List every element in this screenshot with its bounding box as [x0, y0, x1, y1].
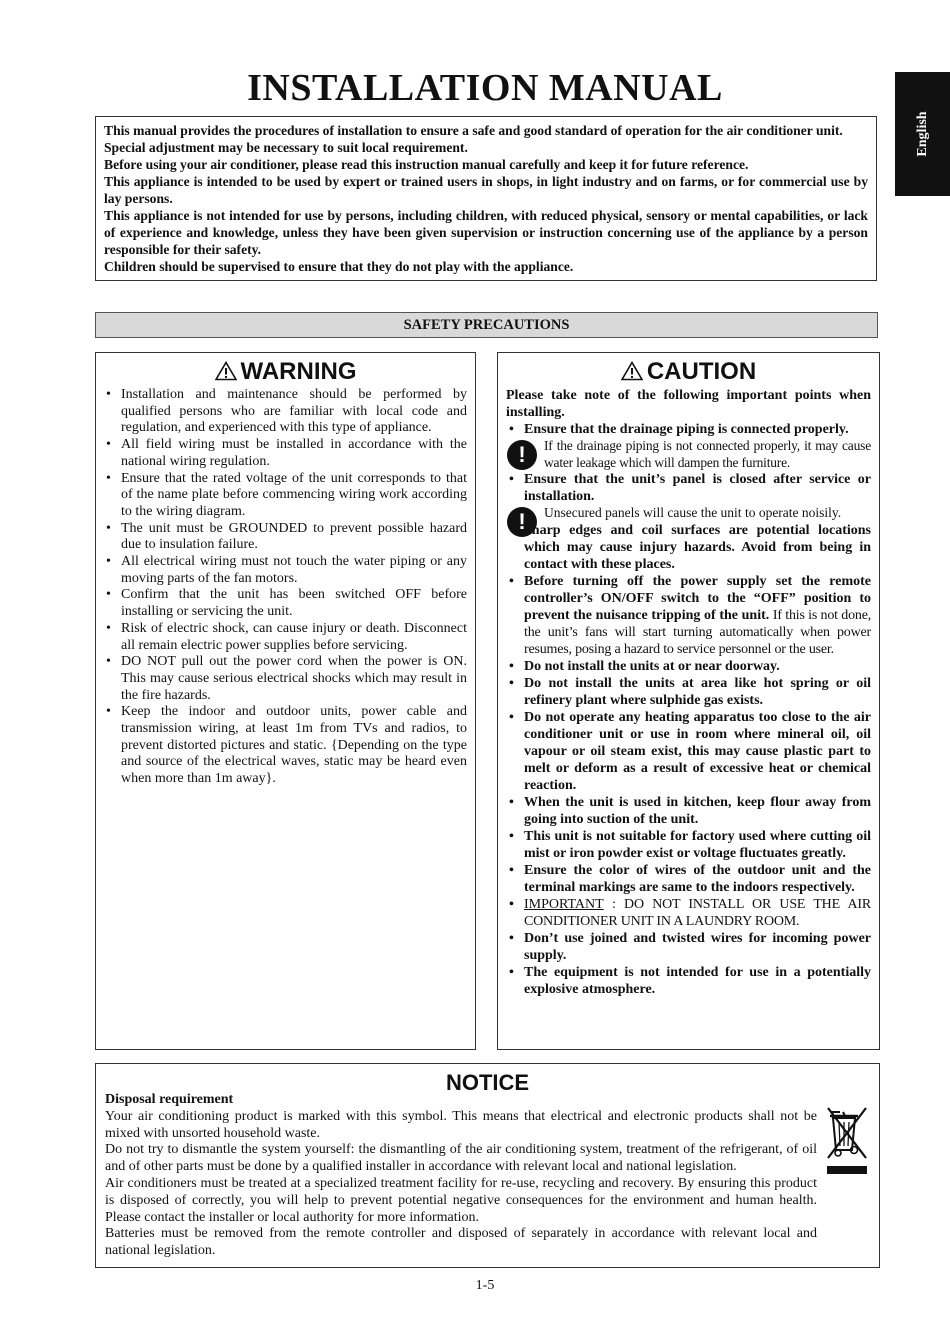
- caution-item-text: Before turning off the power supply set the remote controller’s ON/OFF switch to the “OFF” position to prevent the nuisance tripping of the unit.: [524, 573, 871, 623]
- caution-note: [506, 438, 871, 471]
- warning-heading: [96, 357, 475, 387]
- page-title: INSTALLATION MANUAL: [247, 67, 723, 109]
- language-tab: [895, 72, 950, 196]
- caution-item: [506, 421, 871, 438]
- intro-paragraph: Before using your air conditioner, please read this instruction manual carefully and keep it for future reference.: [104, 157, 749, 172]
- caution-note-text: If the drainage piping is not connected properly, it may cause water leakage which will dampen the furniture.: [544, 438, 871, 470]
- warning-box: [95, 352, 476, 1050]
- notice-title: NOTICE: [445, 1070, 530, 1095]
- caution-title: CAUTION: [646, 358, 757, 385]
- caution-list: [506, 421, 871, 998]
- warning-item: • The unit must be GROUNDED to prevent possible hazard due to insulation failure.: [103, 521, 467, 554]
- notice-paragraph: Batteries must be removed from the remote controller and disposed of separately in accordance with relevant local and national legislation.: [105, 1226, 817, 1259]
- caution-lead: Please take note of the following important points when installing.: [506, 388, 871, 420]
- caution-item-detail: : DO NOT INSTALL OR USE THE AIR CONDITIONER UNIT IN A LAUNDRY ROOM.: [524, 896, 871, 929]
- notice-paragraph: Air conditioners must be treated at a specialized treatment facility for re-use, recycling and recovery. By ensuring this product is disposed of correctly, you will help to prevent potential negative consequences for the environment and human health. Please contact the installer or local authority for more information.: [105, 1175, 817, 1225]
- caution-item: [506, 896, 871, 930]
- warning-triangle-icon: [215, 361, 237, 381]
- important-label: IMPORTANT: [524, 896, 604, 912]
- language-tab-label: English: [914, 111, 930, 157]
- caution-item: • The equipment is not intended for use in a potentially explosive atmosphere.: [506, 964, 871, 998]
- intro-paragraph: This appliance is not intended for use by persons, including children, with reduced physical, sensory or mental capabilities, or lack of experience and knowledge, unless they have been given supervision or instruction concerning use of the appliance by a person responsible for their safety.: [104, 208, 868, 257]
- page-number: 1-5: [475, 1278, 495, 1293]
- caution-item: • Do not install the units at area like hot spring or oil refinery plant where sulphide gas exists.: [506, 675, 871, 709]
- caution-item: [506, 471, 871, 505]
- warning-triangle-icon: [621, 361, 643, 381]
- caution-item-detail: If this is not done, the unit’s fans will start turning automatically when power resumes, posing a hazard to service personnel or the user.: [524, 607, 872, 657]
- warning-title: WARNING: [240, 358, 357, 385]
- caution-item: • Don’t use joined and twisted wires for incoming power supply.: [506, 930, 871, 964]
- intro-paragraph: This appliance is intended to be used by expert or trained users in shops, in light industry and on farms, or for commercial use by lay persons.: [104, 174, 868, 206]
- caution-item: [506, 573, 871, 658]
- exclamation-icon: !: [507, 440, 537, 470]
- intro-paragraph: Children should be supervised to ensure that they do not play with the appliance.: [104, 259, 574, 274]
- exclamation-icon: !: [507, 507, 537, 537]
- caution-item-text: Ensure that the drainage piping is connected properly.: [524, 422, 849, 437]
- caution-item-text: Ensure that the unit’s panel is closed after service or installation.: [524, 472, 871, 504]
- warning-item: • Installation and maintenance should be performed by qualified persons who are familiar with local code and regulation, and experienced with this type of appliance.: [103, 387, 467, 437]
- crossed-out-wheelie-bin-icon: [824, 1104, 874, 1184]
- caution-note: [506, 505, 871, 534]
- notice-paragraph: Do not try to dismantle the system yourself: the dismantling of the air conditioning system, treatment of the refrigerant, of oil and of other parts must be done by a qualified installer in accordance with relevant local and national legislation.: [105, 1142, 817, 1175]
- intro-paragraph: This manual provides the procedures of installation to ensure a safe and good standard of operation for the air conditioner unit.: [104, 123, 843, 138]
- warning-item: • Risk of electric shock, can cause injury or death. Disconnect all remain electric power supplies before servicing.: [103, 621, 467, 654]
- warning-item: • All field wiring must be installed in accordance with the national wiring regulation.: [103, 437, 467, 470]
- intro-paragraph: Special adjustment may be necessary to suit local requirement.: [104, 140, 468, 155]
- warning-item: • Keep the indoor and outdoor units, power cable and transmission wiring, at least 1m from TVs and radios, to prevent distorted pictures and static. {Depending on the type and source of the electrical waves, static may be heard even when more than 1m away}.: [103, 704, 467, 788]
- caution-note-text: Unsecured panels will cause the unit to operate noisily.: [544, 505, 842, 520]
- intro-box: [95, 116, 877, 281]
- notice-box: [95, 1063, 880, 1268]
- warning-list: [96, 387, 475, 788]
- disposal-heading: Disposal requirement: [105, 1092, 234, 1107]
- warning-item: • DO NOT pull out the power cord when the power is ON. This may cause serious electrical shocks which may result in the fire hazards.: [103, 654, 467, 704]
- caution-heading: [498, 357, 879, 387]
- notice-paragraph: Your air conditioning product is marked with this symbol. This means that electrical and electronic products shall not be mixed with unsorted household waste.: [105, 1108, 817, 1141]
- safety-precautions-bar: SAFETY PRECAUTIONS: [95, 312, 878, 338]
- caution-item: • When the unit is used in kitchen, keep flour away from going into suction of the unit.: [506, 794, 871, 828]
- caution-item: • Sharp edges and coil surfaces are potential locations which may cause injury hazards. Avoid from being in contact with these places.: [506, 522, 871, 573]
- caution-body: [498, 387, 879, 998]
- caution-item: • Ensure the color of wires of the outdoor unit and the terminal markings are same to the indoors respectively.: [506, 862, 871, 896]
- warning-item: • All electrical wiring must not touch the water piping or any moving parts of the fan motors.: [103, 554, 467, 587]
- warning-item: • Confirm that the unit has been switched OFF before installing or servicing the unit.: [103, 587, 467, 620]
- notice-text: [105, 1092, 817, 1260]
- caution-item: • Do not install the units at or near doorway.: [506, 658, 871, 675]
- caution-item: • This unit is not suitable for factory used where cutting oil mist or iron powder exist or voltage fluctuates greatly.: [506, 828, 871, 862]
- caution-item: • Do not operate any heating apparatus too close to the air conditioner unit or use in room where mineral oil, oil vapour or oil steam exist, this may cause plastic part to melt or deform as a result of excessive heat or chemical reaction.: [506, 709, 871, 794]
- caution-box: [497, 352, 880, 1050]
- warning-item: • Ensure that the rated voltage of the unit corresponds to that of the name plate before commencing wiring work according to the wiring diagram.: [103, 471, 467, 521]
